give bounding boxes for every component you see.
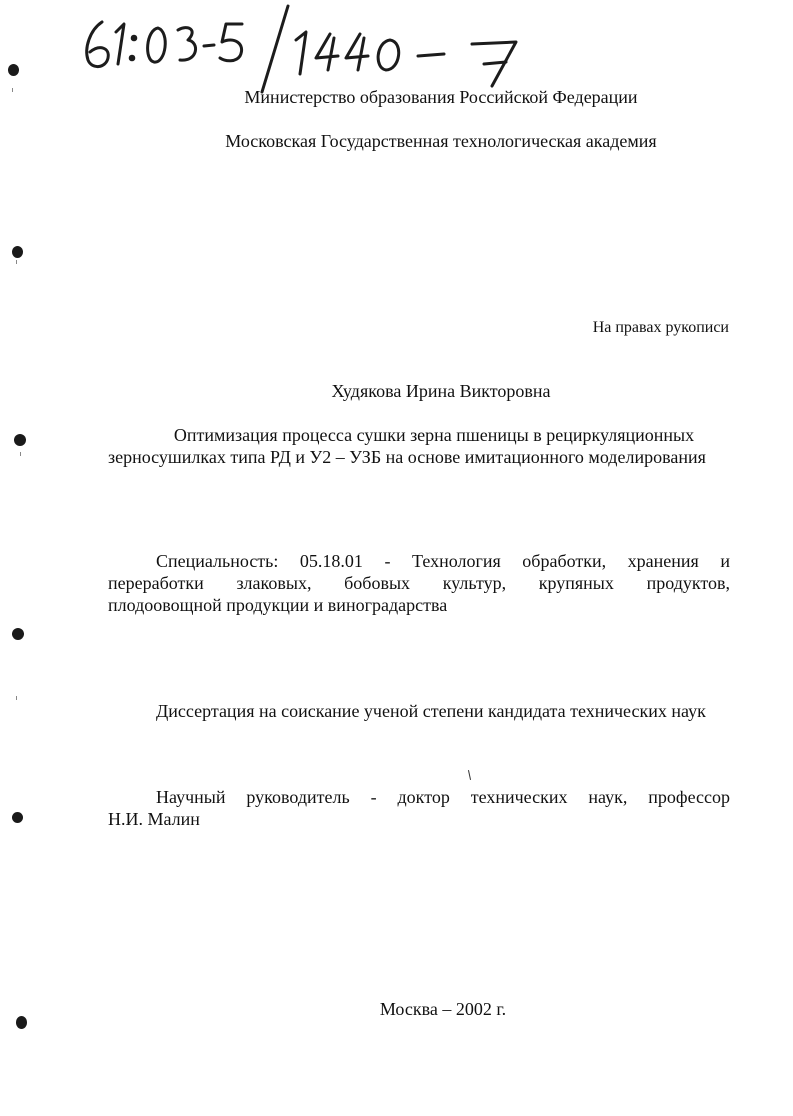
specialty-block bbox=[108, 550, 730, 616]
supervisor-line: Научный руководитель - доктор технических наук, профессор bbox=[156, 787, 730, 807]
title-line: зерносушилках типа РД и У2 – УЗБ на основе имитационного моделирования bbox=[108, 447, 706, 467]
supervisor-name: Н.И. Малин bbox=[108, 809, 200, 829]
ministry-name: Министерство образования Российской Федерации bbox=[244, 87, 638, 107]
dissertation-degree: Диссертация на соискание ученой степени кандидата технических наук bbox=[156, 701, 706, 721]
punch-hole-mark bbox=[12, 246, 23, 258]
title-line: Оптимизация процесса сушки зерна пшеницы в рециркуляционных bbox=[173, 425, 695, 445]
scan-speck bbox=[12, 88, 13, 92]
punch-hole-mark bbox=[8, 64, 19, 76]
specialty-line: плодоовощной продукции и виноградарства bbox=[108, 595, 448, 615]
city-and-year: Москва – 2002 г. bbox=[379, 999, 507, 1019]
handwritten-archive-code bbox=[72, 4, 542, 96]
scan-speck bbox=[16, 696, 17, 700]
punch-hole-mark bbox=[16, 1016, 27, 1029]
author-name: Худякова Ирина Викторовна bbox=[331, 381, 551, 401]
scan-speck bbox=[16, 260, 17, 264]
scan-speck bbox=[20, 452, 21, 456]
scan-mark bbox=[468, 770, 471, 780]
academy-name: Московская Государственная технологическая академия bbox=[225, 131, 657, 151]
punch-hole-mark bbox=[12, 812, 23, 823]
punch-hole-mark bbox=[12, 628, 24, 640]
specialty-line: переработки злаковых, бобовых культур, крупяных продуктов, bbox=[108, 573, 730, 593]
dissertation-title bbox=[108, 424, 730, 468]
supervisor-block bbox=[108, 786, 730, 830]
punch-hole-mark bbox=[14, 434, 26, 446]
rights-note: На правах рукописи bbox=[592, 319, 729, 336]
specialty-line: Специальность: 05.18.01 - Технология обработки, хранения и bbox=[156, 551, 730, 571]
